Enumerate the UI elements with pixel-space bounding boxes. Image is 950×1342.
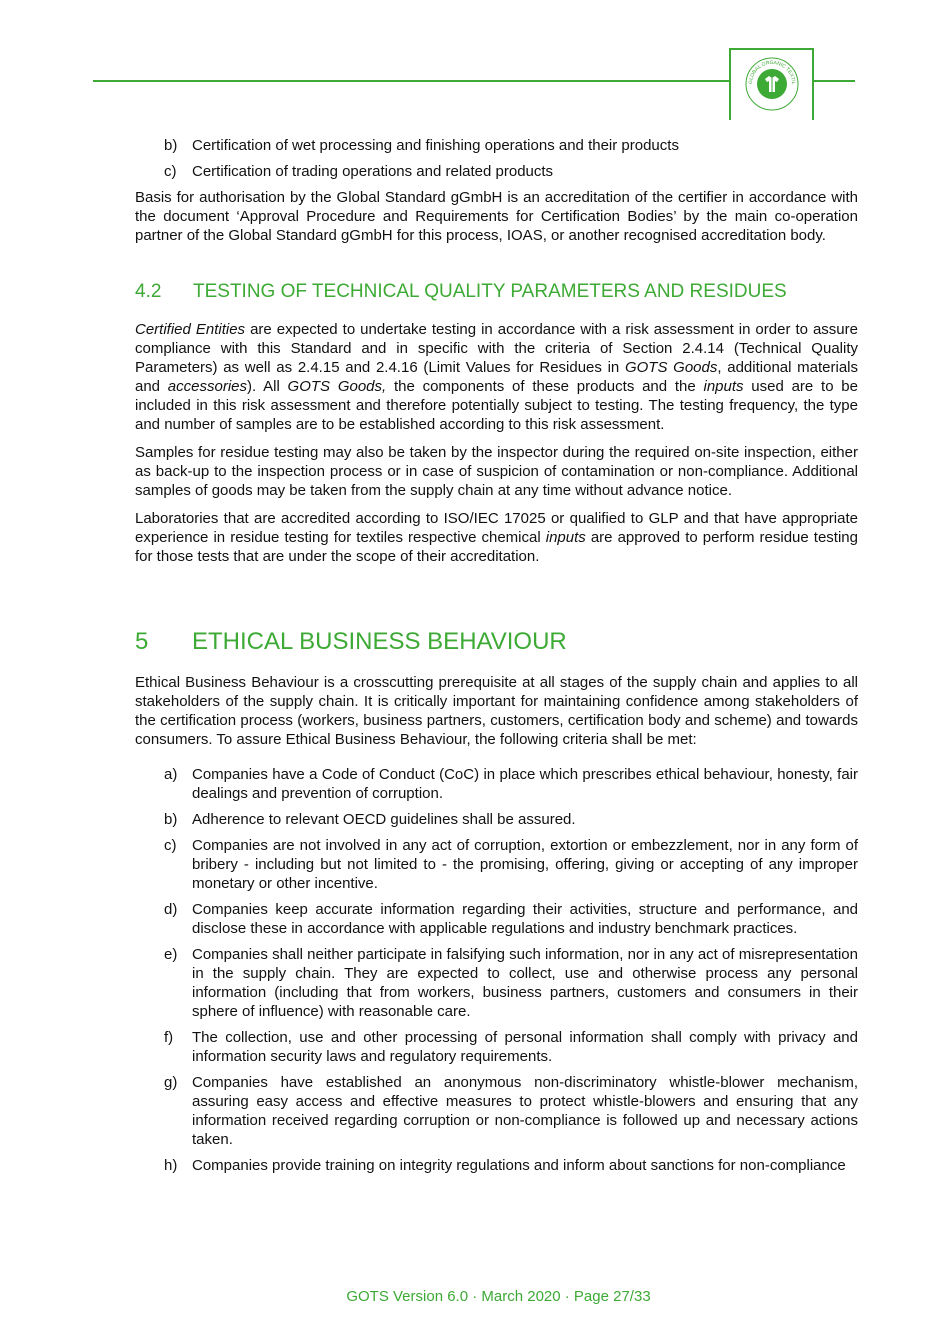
header-rule-right [812, 80, 855, 82]
header-rule-left [93, 80, 729, 82]
list-item-text: The collection, use and other processing of personal information shall comply with privacy and information security laws and regulatory requirements. [192, 1029, 858, 1065]
svg-text:GLOBAL ORGANIC TEXTILE STANDAR: GLOBAL ORGANIC TEXTIL [747, 59, 797, 85]
gots-logo [729, 48, 814, 120]
gots-logo-icon [744, 56, 800, 112]
list-item [135, 1073, 858, 1149]
list-item-label: b) [164, 137, 178, 154]
list-item-label: h) [164, 1157, 178, 1174]
top-list [135, 136, 858, 181]
list-item-label: c) [164, 163, 177, 180]
list-item [135, 900, 858, 938]
list-item-text: Companies keep accurate information regarding their activities, structure and performance, and disclose these in accordance with applicable regulations and industry benchmark practices. [192, 901, 858, 937]
ethics-intro: Ethical Business Behaviour is a crosscutting prerequisite at all stages of the supply chain and applies to all stakeholders of the supply chain. It is critically important for maintaining confidence among stakeholders of the certification process (workers, business partners, customers, certification body and scheme) and towards consumers. To assure Ethical Business Behaviour, the following criteria shall be met: [135, 674, 858, 748]
testing-paragraph-1: Certified Entities are expected to undertake testing in accordance with a risk assessment in order to assure compliance with this Standard and in specific with the criteria of Section 2.4.14 (Technical Quality Parameters) as well as 2.4.15 and 2.4.16 (Limit Values for Residues in GOTS Goods, additional materials and accessories). All GOTS Goods, the components of these products and the inputs used are to be included in this risk assessment and therefore potentially subject to testing. The testing frequency, the type and number of samples are to be established according to this risk assessment. [135, 321, 859, 433]
footer-text: GOTS Version 6.0 · March 2020 · Page 27/33 [346, 1288, 651, 1305]
list-item-label: a) [164, 766, 178, 783]
list-item-text: Certification of wet processing and finishing operations and their products [192, 137, 679, 154]
testing-paragraph-2: Samples for residue testing may also be taken by the inspector during the required on-site inspection, either as back-up to the inspection process or in case of suspicion of contamination or non-compliance. Additional samples of goods may be taken from the supply chain at any time without advance notice. [135, 444, 858, 499]
section-title: ETHICAL BUSINESS BEHAVIOUR [192, 628, 567, 655]
ethics-criteria-list [135, 765, 858, 1175]
list-item-text: Companies shall neither participate in falsifying such information, nor in any act of misrepresentation in the supply chain. They are expected to collect, use and otherwise process any personal information (including that from workers, business partners, customers and consumers in their sphere of influence) with reasonable care. [192, 946, 858, 1020]
section-4-2-heading [135, 281, 858, 303]
list-item-text: Certification of trading operations and related products [192, 163, 554, 180]
list-item-text: Companies have established an anonymous non-discriminatory whistle-blower mechanism, assuring easy access and effective measures to protect whistle-blowers and ensuring that any information received regarding corruption or non-compliance is followed up and necessary actions taken. [192, 1074, 858, 1148]
section-5-heading [135, 628, 858, 656]
list-item [135, 765, 858, 803]
list-item-label: d) [164, 901, 178, 918]
section-number: 4.2 [135, 281, 162, 302]
list-item-text: Companies provide training on integrity regulations and inform about sanctions for non-compliance [192, 1157, 846, 1174]
list-item-label: e) [164, 946, 178, 963]
page-footer [0, 1288, 950, 1305]
section-number: 5 [135, 628, 149, 655]
list-item-label: c) [164, 837, 177, 854]
list-item [135, 1028, 858, 1066]
list-item [135, 836, 858, 893]
list-item [135, 945, 858, 1021]
list-item [135, 810, 858, 829]
document-body [135, 136, 858, 1182]
list-item-text: Adherence to relevant OECD guidelines shall be assured. [192, 811, 576, 828]
list-item-text: Companies have a Code of Conduct (CoC) in place which prescribes ethical behaviour, honesty, fair dealings and prevention of corruption. [192, 766, 858, 802]
list-item-label: f) [164, 1029, 174, 1046]
testing-paragraph-3: Laboratories that are accredited according to ISO/IEC 17025 or qualified to GLP and that have appropriate experience in residue testing for textiles respective chemical inputs are approved to perform residue testing for those tests that are under the scope of their accreditation. [135, 510, 858, 565]
list-item [135, 1156, 858, 1175]
list-item [135, 136, 858, 155]
authorisation-paragraph: Basis for authorisation by the Global Standard gGmbH is an accreditation of the certifier in accordance with the document ‘Approval Procedure and Requirements for Certification Bodies’ by the main co-operation partner of the Global Standard gGmbH for this process, IOAS, or another recognised accreditation body. [135, 189, 858, 244]
section-title: TESTING OF TECHNICAL QUALITY PARAMETERS AND RESIDUES [193, 281, 787, 302]
list-item-label: b) [164, 811, 178, 828]
list-item-text: Companies are not involved in any act of corruption, extortion or embezzlement, nor in any form of bribery - including but not limited to - the promising, offering, giving or accepting of any improper monetary or other incentive. [192, 837, 858, 892]
list-item [135, 162, 858, 181]
list-item-label: g) [164, 1074, 178, 1091]
